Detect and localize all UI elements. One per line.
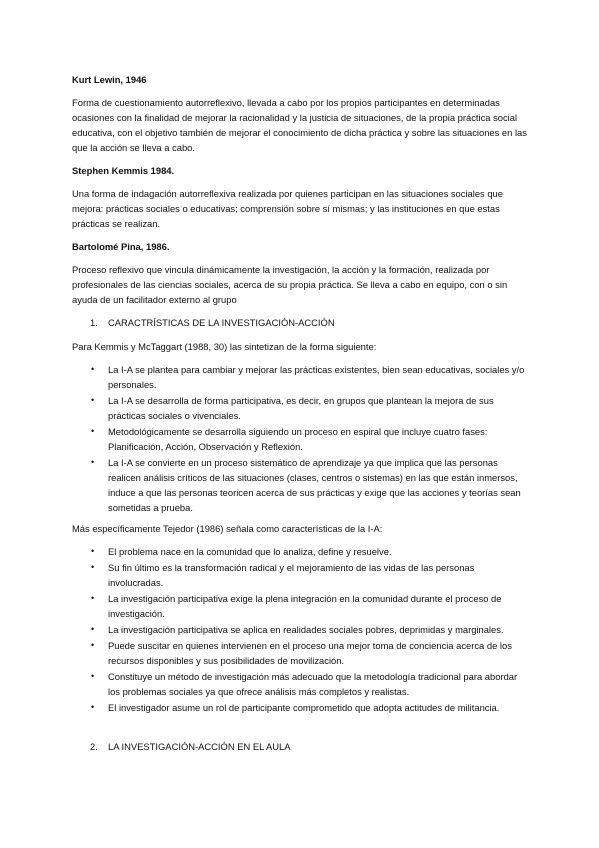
bullet-icon: •: [91, 395, 95, 405]
list-item-text: La investigación participativa exige la plena integración en la comunidad durante el proceso de investigación.: [108, 593, 502, 619]
list-item: [72, 700, 529, 715]
section-heading-caracteristicas: [72, 315, 529, 330]
list-item-text: La I-A se convierte en un proceso sistemático de aprendizaje ya que implica que las personas realicen análisis críticos de las situaciones (clases, centros o sistemas) en las que están inmersos, induce a que las personas teoricen acerca de sus prácticas y exige que las acciones y teorías sean sometidas a prueba.: [108, 457, 521, 513]
heading-lewin: Kurt Lewin, 1946: [72, 74, 147, 85]
bullet-icon: •: [91, 562, 95, 572]
section-heading-aula: [72, 739, 529, 754]
heading-kemmis: Stephen Kemmis 1984.: [72, 165, 175, 176]
list-item-text: Puede suscitar en quienes intervienen en el proceso una mejor toma de conciencia acerca de los recursos disponibles y sus posibilidades de movilización.: [108, 640, 512, 666]
list-item-text: La I-A se plantea para cambiar y mejorar las prácticas existentes, bien sean educativas, sociales y/o personales.: [108, 364, 525, 390]
paragraph-pina: Proceso reflexivo que vincula dinámicamente la investigación, la acción y la formación, realizada por profesionales de las ciencias sociales, acerca de su propia práctica. Se lleva a cabo en equipo, con o sin ayuda de un facilitador externo al grupo: [72, 264, 508, 305]
paragraph-kemmis-mctaggart: Para Kemmis y McTaggart (1988, 30) las sintetizan de la forma siguiente:: [72, 341, 377, 352]
list-item: [72, 393, 529, 423]
paragraph-kemmis: Una forma de indagación autorreflexiva realizada por quienes participan en las situaciones sociales que mejora: prácticas sociales o educativas; comprensión sobre sí mismas; y las instituciones en que estas prácticas se realizan.: [72, 188, 503, 229]
bullet-icon: •: [91, 624, 95, 634]
bullet-icon: •: [91, 702, 95, 712]
bullet-list-kemmis: [72, 362, 529, 515]
list-item-text: El investigador asume un rol de participante comprometido que adopta actitudes de militancia.: [108, 702, 500, 713]
list-item: [72, 362, 529, 392]
list-item: [72, 591, 529, 621]
list-item-text: Metodológicamente se desarrolla siguiendo un proceso en espiral que incluye cuatro fases: Planificación, Acción, Observación y Reflexión.: [108, 426, 488, 452]
list-item: [72, 560, 529, 590]
bullet-list-tejedor: [72, 544, 529, 715]
paragraph-tejedor: Más específicamente Tejedor (1986) señala como características de la I-A:: [72, 523, 383, 534]
list-item-text: Constituye un método de investigación más adecuado que la metodología tradicional para abordar los problemas sociales ya que ofrece análisis más completos y realistas.: [108, 671, 518, 697]
list-item: [72, 424, 529, 454]
list-item: [72, 622, 529, 637]
list-item: [72, 544, 529, 559]
section-number: 1.: [90, 317, 98, 328]
section-title: CARACTRÍSTICAS DE LA INVESTIGACIÓN-ACCIÓN: [108, 317, 335, 328]
list-item-text: La investigación participativa se aplica en realidades sociales pobres, deprimidas y marginales.: [108, 624, 504, 635]
list-item-text: Su fin último es la transformación radical y el mejoramiento de las vidas de las personas involucradas.: [108, 562, 475, 588]
paragraph-lewin: Forma de cuestionamiento autorreflexivo, llevada a cabo por los propios participantes en determinadas ocasiones con la finalidad de mejorar la racionalidad y la justicia de situaciones, de la propia práctica social educativa, con el objetivo también de mejorar el conocimiento de dicha práctica y sobre las situaciones en las que la acción se lleva a cabo.: [72, 97, 527, 153]
bullet-icon: •: [91, 364, 95, 374]
spacer: [72, 721, 529, 739]
bullet-icon: •: [91, 671, 95, 681]
list-item: [72, 455, 529, 515]
list-item-text: La I-A se desarrolla de forma participativa, es decir, en grupos que plantean la mejora de sus prácticas sociales o vivenciales.: [108, 395, 494, 421]
section-title: LA INVESTIGACIÓN-ACCIÓN EN EL AULA: [108, 741, 291, 752]
bullet-icon: •: [91, 640, 95, 650]
bullet-icon: •: [91, 457, 95, 467]
bullet-icon: •: [91, 593, 95, 603]
bullet-icon: •: [91, 546, 95, 556]
heading-pina: Bartolomé Pina, 1986.: [72, 241, 170, 252]
bullet-icon: •: [91, 426, 95, 436]
list-item: [72, 638, 529, 668]
list-item-text: El problema nace en la comunidad que lo analiza, define y resuelve.: [108, 546, 392, 557]
list-item: [72, 669, 529, 699]
section-number: 2.: [90, 741, 98, 752]
